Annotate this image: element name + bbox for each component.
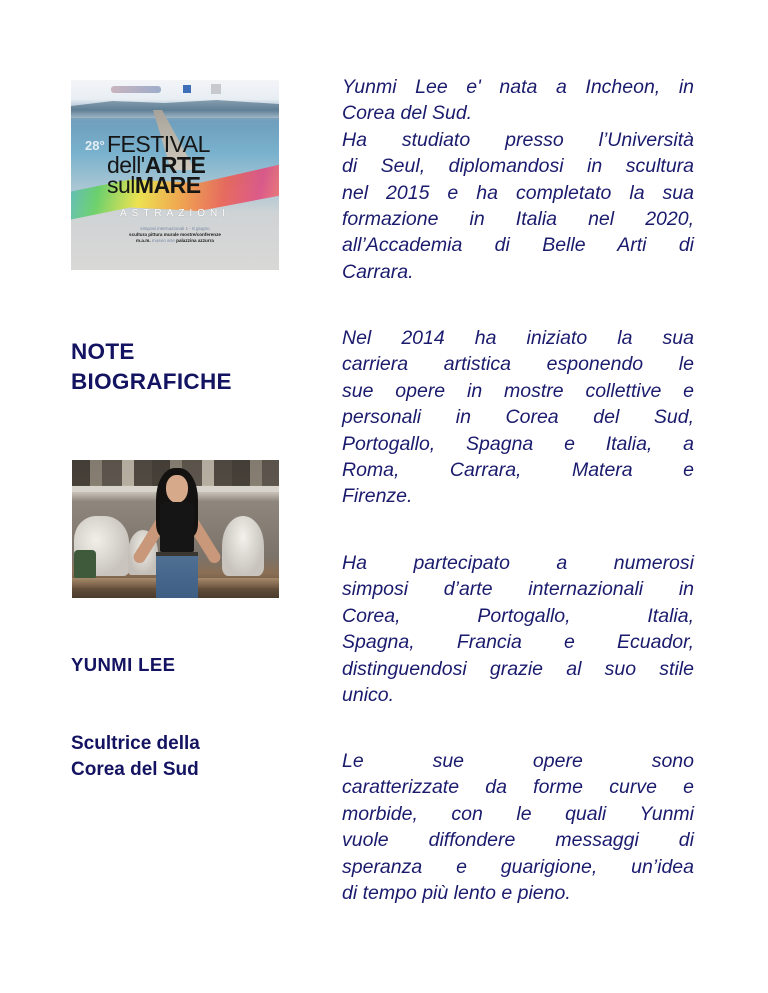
bio-line: Firenze.	[342, 485, 413, 508]
bio-line: Ha studiato presso l’Università	[342, 128, 694, 151]
section-heading-line2: BIOGRAFICHE	[71, 369, 232, 394]
bio-line: formazione in Italia nel 2020,	[342, 208, 694, 231]
artist-top-graphic	[160, 502, 194, 552]
coastline-graphic	[71, 98, 279, 118]
poster-info-mam: m.a.m.	[136, 238, 151, 243]
bio-paragraph-4	[342, 748, 694, 906]
poster-info-line3	[71, 238, 279, 244]
artist-jeans-graphic	[156, 552, 198, 598]
poster-info-palazzina: palazzina azzurra	[176, 238, 214, 243]
bio-paragraph-2	[342, 325, 694, 510]
poster-title	[85, 131, 277, 199]
bio-line: di tempo più lento e pieno.	[342, 882, 571, 905]
bio-line: unico.	[342, 684, 395, 707]
poster-edition: 28°	[85, 138, 105, 153]
bio-line: Carrara.	[342, 260, 414, 283]
sculpture-right-graphic	[222, 516, 264, 576]
poster-title-line3	[107, 172, 277, 199]
bio-paragraph-3	[342, 550, 694, 708]
bio-line: all’Accademia di Belle Arti di	[342, 234, 694, 257]
bio-line: distinguendosi grazie al suo stile	[342, 657, 694, 680]
poster-title-dell: dell'	[107, 151, 145, 178]
section-heading-line1: NOTE	[71, 339, 135, 364]
bio-line: Ha partecipato a numerosi	[342, 552, 694, 574]
bio-line: nel 2015 e ha completato la sua	[342, 181, 694, 204]
sponsor-logos	[111, 83, 241, 97]
artist-portrait-photo	[72, 460, 279, 598]
artist-name: YUNMI LEE	[71, 654, 176, 675]
bio-line: caratterizzate da forme curve e	[342, 776, 694, 799]
bio-line: vuole diffondere messaggi di	[342, 829, 694, 852]
bio-line: personali in Corea del Sud,	[342, 406, 694, 429]
poster-info	[71, 226, 279, 244]
bio-line: Corea del Sud.	[342, 102, 473, 125]
festival-poster-image	[71, 80, 279, 270]
bio-line: Roma, Carrara, Matera e	[342, 459, 694, 482]
poster-info-line2: scultura pittura murale mostre/conferenze	[129, 232, 221, 237]
bio-line: carriera artistica esponendo le	[342, 353, 694, 376]
artist-face-graphic	[166, 475, 188, 503]
poster-subtitle: ASTRAZIONI	[119, 208, 230, 219]
bio-line: Corea, Portogallo, Italia,	[342, 604, 694, 627]
artist-role-line1: Scultrice della	[71, 733, 200, 754]
bio-line: di Seul, diplomandosi in scultura	[342, 155, 694, 178]
bio-line: Spagna, Francia e Ecuador,	[342, 631, 694, 654]
poster-info-museo: museo arte	[151, 238, 175, 243]
bio-line: Le sue opere sono	[342, 750, 694, 772]
bio-line: speranza e guarigione, un’idea	[342, 855, 694, 878]
bio-line: Yunmi Lee e' nata a Incheon, in	[342, 76, 694, 98]
bio-line: Portogallo, Spagna e Italia, a	[342, 432, 694, 455]
poster-title-mare: MARE	[134, 172, 201, 199]
partner-logo-icon	[211, 84, 221, 94]
bio-line: Nel 2014 ha iniziato la sua	[342, 327, 694, 349]
artist-role	[71, 731, 200, 783]
bio-line: simposi d’arte internazionali in	[342, 578, 694, 601]
bio-paragraph-1	[342, 74, 694, 285]
poster-title-line1: FESTIVAL	[107, 131, 210, 157]
poster-title-sul: sul	[107, 172, 135, 199]
section-heading	[71, 337, 232, 397]
poster-title-arte: ARTE	[144, 151, 206, 178]
sponsor-logo-icon	[183, 85, 191, 93]
poster-info-line1: simposi internazionali 1 - 8 giugno	[140, 226, 210, 231]
bio-line: sue opere in mostre collettive e	[342, 379, 694, 402]
municipality-logo-icon	[111, 86, 161, 93]
artist-role-line2: Corea del Sud	[71, 759, 199, 780]
bio-line: morbide, con le quali Yunmi	[342, 802, 694, 825]
green-object-graphic	[74, 550, 96, 580]
